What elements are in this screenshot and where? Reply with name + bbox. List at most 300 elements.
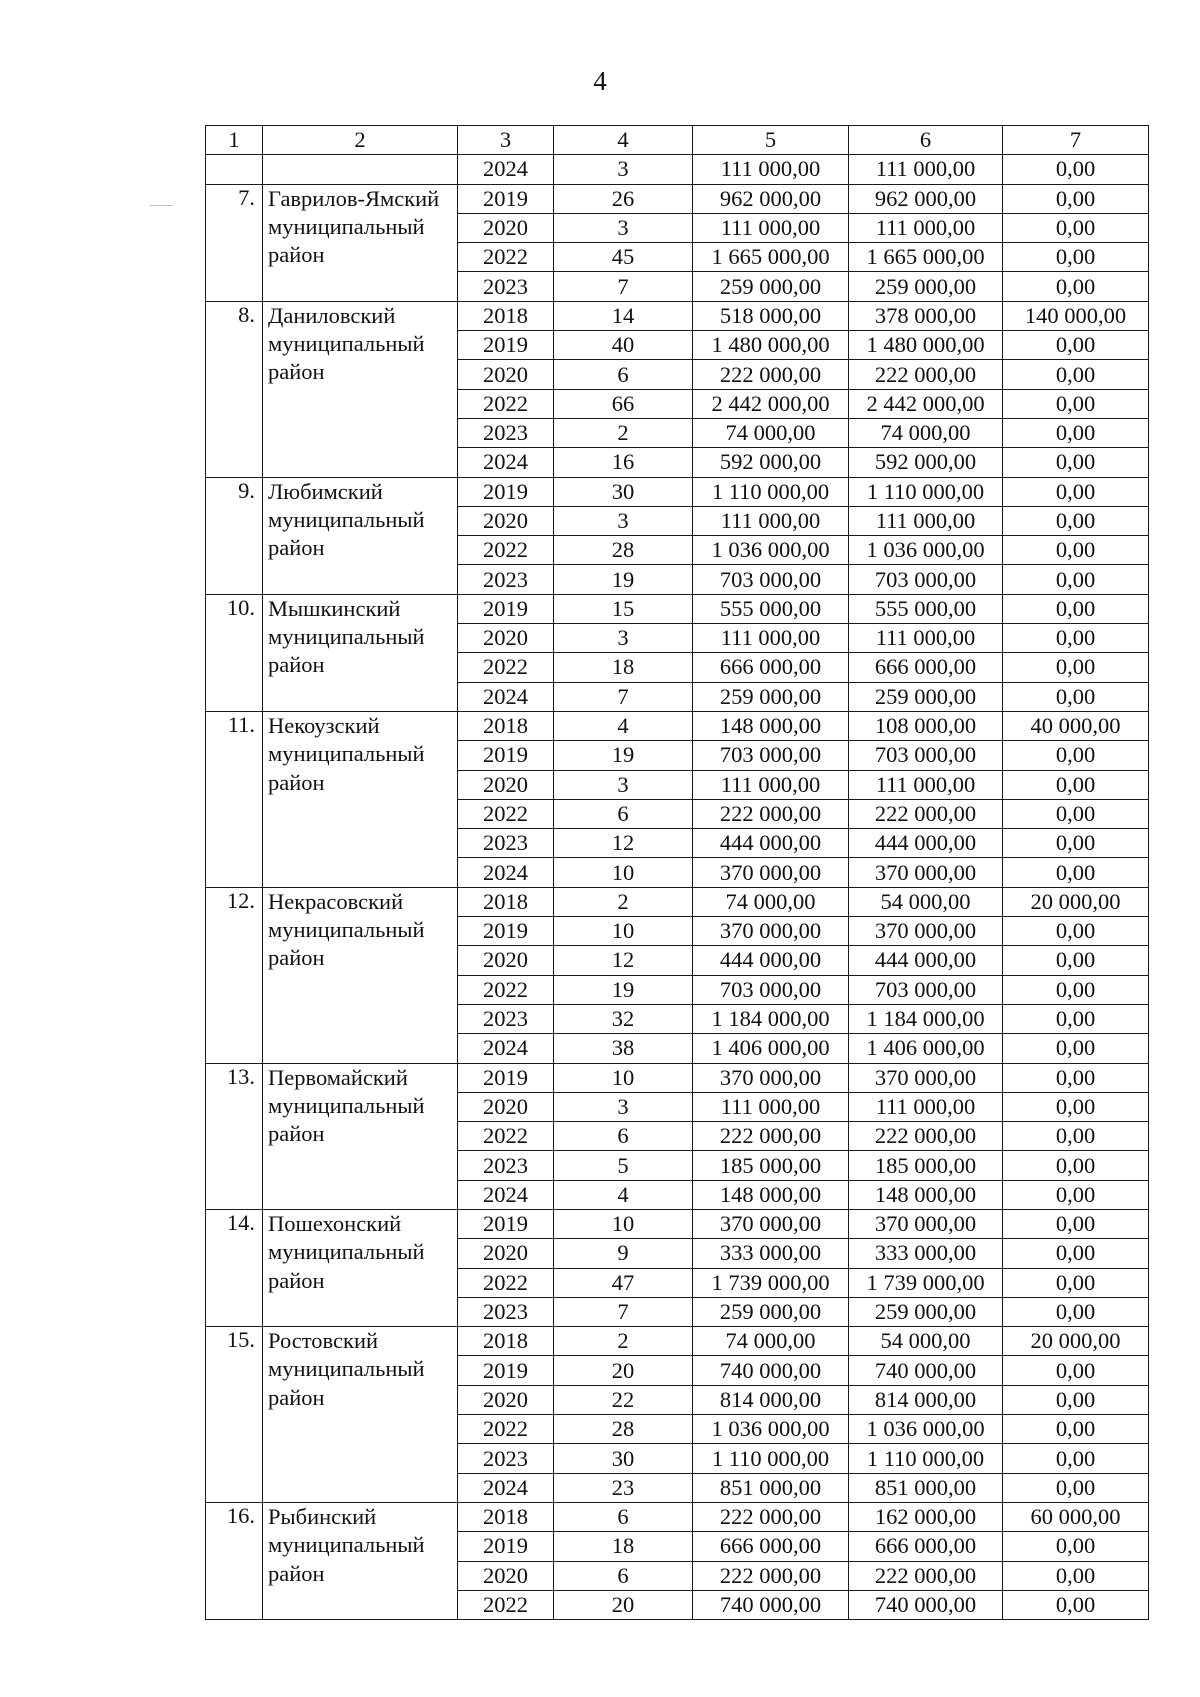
district-name-cell <box>263 1209 458 1326</box>
total-amount-cell: 740 000,00 <box>693 1356 849 1385</box>
row-number-cell: 14. <box>206 1209 263 1326</box>
count-cell: 15 <box>554 594 693 623</box>
district-name-cell <box>263 155 458 184</box>
count-cell: 47 <box>554 1268 693 1297</box>
count-cell: 3 <box>554 506 693 535</box>
district-name-line: Мышкинский <box>268 595 401 621</box>
other-amount-cell: 0,00 <box>1003 917 1149 946</box>
total-amount-cell: 444 000,00 <box>693 946 849 975</box>
count-cell: 26 <box>554 184 693 213</box>
regional-amount-cell: 1 036 000,00 <box>849 536 1003 565</box>
total-amount-cell: 74 000,00 <box>693 418 849 447</box>
total-amount-cell: 148 000,00 <box>693 711 849 740</box>
regional-amount-cell: 592 000,00 <box>849 448 1003 477</box>
column-number-4: 4 <box>554 126 693 155</box>
year-cell: 2022 <box>458 243 554 272</box>
total-amount-cell: 703 000,00 <box>693 741 849 770</box>
total-amount-cell: 962 000,00 <box>693 184 849 213</box>
year-cell: 2022 <box>458 1415 554 1444</box>
district-name-line: муниципальный <box>268 1239 425 1265</box>
total-amount-cell: 222 000,00 <box>693 799 849 828</box>
table-row <box>206 184 1149 213</box>
column-number-3: 3 <box>458 126 554 155</box>
other-amount-cell: 0,00 <box>1003 1063 1149 1092</box>
year-cell: 2023 <box>458 1151 554 1180</box>
regional-amount-cell: 1 406 000,00 <box>849 1034 1003 1063</box>
total-amount-cell: 111 000,00 <box>693 770 849 799</box>
column-number-5: 5 <box>693 126 849 155</box>
year-cell: 2024 <box>458 155 554 184</box>
other-amount-cell: 0,00 <box>1003 243 1149 272</box>
regional-amount-cell: 1 110 000,00 <box>849 477 1003 506</box>
year-cell: 2024 <box>458 1034 554 1063</box>
total-amount-cell: 111 000,00 <box>693 155 849 184</box>
count-cell: 38 <box>554 1034 693 1063</box>
other-amount-cell: 0,00 <box>1003 975 1149 1004</box>
district-name-line: район <box>268 945 325 971</box>
year-cell: 2020 <box>458 213 554 242</box>
district-name-line: муниципальный <box>268 1092 425 1118</box>
total-amount-cell: 222 000,00 <box>693 360 849 389</box>
district-name-line: муниципальный <box>268 331 425 357</box>
table-row <box>206 887 1149 916</box>
regional-amount-cell: 259 000,00 <box>849 682 1003 711</box>
total-amount-cell: 185 000,00 <box>693 1151 849 1180</box>
total-amount-cell: 111 000,00 <box>693 624 849 653</box>
year-cell: 2019 <box>458 184 554 213</box>
year-cell: 2023 <box>458 418 554 447</box>
other-amount-cell: 0,00 <box>1003 1122 1149 1151</box>
total-amount-cell: 666 000,00 <box>693 653 849 682</box>
other-amount-cell: 0,00 <box>1003 389 1149 418</box>
district-name-line: район <box>268 652 325 678</box>
total-amount-cell: 111 000,00 <box>693 213 849 242</box>
total-amount-cell: 1 110 000,00 <box>693 477 849 506</box>
year-cell: 2018 <box>458 301 554 330</box>
total-amount-cell: 444 000,00 <box>693 829 849 858</box>
year-cell: 2024 <box>458 1473 554 1502</box>
regional-amount-cell: 703 000,00 <box>849 565 1003 594</box>
count-cell: 6 <box>554 799 693 828</box>
count-cell: 16 <box>554 448 693 477</box>
district-name-cell <box>263 887 458 1063</box>
regional-amount-cell: 444 000,00 <box>849 946 1003 975</box>
year-cell: 2023 <box>458 1004 554 1033</box>
regional-amount-cell: 962 000,00 <box>849 184 1003 213</box>
year-cell: 2020 <box>458 1092 554 1121</box>
year-cell: 2020 <box>458 360 554 389</box>
district-name-cell <box>263 301 458 477</box>
regional-amount-cell: 1 665 000,00 <box>849 243 1003 272</box>
column-number-2: 2 <box>263 126 458 155</box>
row-number-cell: 13. <box>206 1063 263 1209</box>
district-name-line: Гаврилов-Ямский <box>268 185 440 211</box>
count-cell: 19 <box>554 741 693 770</box>
year-cell: 2023 <box>458 1444 554 1473</box>
table-row <box>206 155 1149 184</box>
count-cell: 18 <box>554 1532 693 1561</box>
year-cell: 2023 <box>458 829 554 858</box>
district-name-line: район <box>268 535 325 561</box>
year-cell: 2020 <box>458 770 554 799</box>
regional-amount-cell: 1 036 000,00 <box>849 1415 1003 1444</box>
count-cell: 6 <box>554 1502 693 1531</box>
total-amount-cell: 370 000,00 <box>693 917 849 946</box>
year-cell: 2020 <box>458 946 554 975</box>
total-amount-cell: 1 184 000,00 <box>693 1004 849 1033</box>
count-cell: 23 <box>554 1473 693 1502</box>
regional-amount-cell: 740 000,00 <box>849 1356 1003 1385</box>
regional-amount-cell: 1 110 000,00 <box>849 1444 1003 1473</box>
count-cell: 3 <box>554 155 693 184</box>
page-number: 4 <box>593 66 607 96</box>
regional-amount-cell: 148 000,00 <box>849 1180 1003 1209</box>
total-amount-cell: 222 000,00 <box>693 1561 849 1590</box>
regional-amount-cell: 370 000,00 <box>849 1209 1003 1238</box>
regional-amount-cell: 111 000,00 <box>849 624 1003 653</box>
count-cell: 6 <box>554 1561 693 1590</box>
year-cell: 2023 <box>458 272 554 301</box>
other-amount-cell: 0,00 <box>1003 858 1149 887</box>
regional-amount-cell: 74 000,00 <box>849 418 1003 447</box>
total-amount-cell: 1 110 000,00 <box>693 1444 849 1473</box>
total-amount-cell: 1 036 000,00 <box>693 536 849 565</box>
district-name-line: район <box>268 1267 325 1293</box>
year-cell: 2019 <box>458 477 554 506</box>
regional-amount-cell: 54 000,00 <box>849 1327 1003 1356</box>
count-cell: 3 <box>554 1092 693 1121</box>
regional-amount-cell: 111 000,00 <box>849 1092 1003 1121</box>
total-amount-cell: 111 000,00 <box>693 1092 849 1121</box>
district-name-cell <box>263 1502 458 1619</box>
year-cell: 2022 <box>458 653 554 682</box>
count-cell: 12 <box>554 946 693 975</box>
year-cell: 2020 <box>458 624 554 653</box>
total-amount-cell: 592 000,00 <box>693 448 849 477</box>
other-amount-cell: 0,00 <box>1003 1297 1149 1326</box>
other-amount-cell: 0,00 <box>1003 946 1149 975</box>
count-cell: 6 <box>554 1122 693 1151</box>
total-amount-cell: 555 000,00 <box>693 594 849 623</box>
total-amount-cell: 2 442 000,00 <box>693 389 849 418</box>
other-amount-cell: 0,00 <box>1003 418 1149 447</box>
district-funding-table <box>205 125 1149 1620</box>
other-amount-cell: 0,00 <box>1003 506 1149 535</box>
table-row <box>206 477 1149 506</box>
total-amount-cell: 703 000,00 <box>693 975 849 1004</box>
year-cell: 2022 <box>458 1590 554 1619</box>
regional-amount-cell: 259 000,00 <box>849 272 1003 301</box>
row-number-cell <box>206 155 263 184</box>
regional-amount-cell: 111 000,00 <box>849 506 1003 535</box>
count-cell: 14 <box>554 301 693 330</box>
regional-amount-cell: 222 000,00 <box>849 799 1003 828</box>
row-number-cell: 8. <box>206 301 263 477</box>
year-cell: 2019 <box>458 331 554 360</box>
district-name-line: район <box>268 1384 325 1410</box>
total-amount-cell: 814 000,00 <box>693 1385 849 1414</box>
regional-amount-cell: 111 000,00 <box>849 770 1003 799</box>
other-amount-cell: 0,00 <box>1003 360 1149 389</box>
year-cell: 2023 <box>458 565 554 594</box>
regional-amount-cell: 1 480 000,00 <box>849 331 1003 360</box>
regional-amount-cell: 54 000,00 <box>849 887 1003 916</box>
count-cell: 28 <box>554 536 693 565</box>
regional-amount-cell: 111 000,00 <box>849 213 1003 242</box>
other-amount-cell: 0,00 <box>1003 799 1149 828</box>
other-amount-cell: 40 000,00 <box>1003 711 1149 740</box>
district-name-line: муниципальный <box>268 213 425 239</box>
table-row <box>206 1209 1149 1238</box>
count-cell: 7 <box>554 682 693 711</box>
count-cell: 10 <box>554 858 693 887</box>
count-cell: 3 <box>554 624 693 653</box>
year-cell: 2018 <box>458 1327 554 1356</box>
regional-amount-cell: 2 442 000,00 <box>849 389 1003 418</box>
other-amount-cell: 0,00 <box>1003 1092 1149 1121</box>
total-amount-cell: 740 000,00 <box>693 1590 849 1619</box>
regional-amount-cell: 370 000,00 <box>849 1063 1003 1092</box>
total-amount-cell: 259 000,00 <box>693 1297 849 1326</box>
count-cell: 45 <box>554 243 693 272</box>
other-amount-cell: 0,00 <box>1003 1151 1149 1180</box>
district-name-cell <box>263 477 458 594</box>
count-cell: 6 <box>554 360 693 389</box>
count-cell: 7 <box>554 1297 693 1326</box>
year-cell: 2022 <box>458 975 554 1004</box>
count-cell: 4 <box>554 1180 693 1209</box>
year-cell: 2022 <box>458 1122 554 1151</box>
year-cell: 2019 <box>458 1532 554 1561</box>
total-amount-cell: 111 000,00 <box>693 506 849 535</box>
year-cell: 2020 <box>458 1385 554 1414</box>
other-amount-cell: 0,00 <box>1003 1532 1149 1561</box>
regional-amount-cell: 555 000,00 <box>849 594 1003 623</box>
district-name-line: муниципальный <box>268 624 425 650</box>
year-cell: 2024 <box>458 858 554 887</box>
count-cell: 19 <box>554 975 693 1004</box>
district-name-cell <box>263 594 458 711</box>
other-amount-cell: 0,00 <box>1003 213 1149 242</box>
regional-amount-cell: 222 000,00 <box>849 1122 1003 1151</box>
count-cell: 30 <box>554 1444 693 1473</box>
district-name-line: муниципальный <box>268 1532 425 1558</box>
total-amount-cell: 222 000,00 <box>693 1502 849 1531</box>
column-number-1: 1 <box>206 126 263 155</box>
row-number-cell: 10. <box>206 594 263 711</box>
count-cell: 22 <box>554 1385 693 1414</box>
district-name-line: Ростовский <box>268 1328 379 1354</box>
district-name-line: район <box>268 242 325 268</box>
total-amount-cell: 370 000,00 <box>693 858 849 887</box>
count-cell: 3 <box>554 213 693 242</box>
other-amount-cell: 0,00 <box>1003 1239 1149 1268</box>
other-amount-cell: 20 000,00 <box>1003 1327 1149 1356</box>
count-cell: 2 <box>554 418 693 447</box>
year-cell: 2019 <box>458 1063 554 1092</box>
count-cell: 28 <box>554 1415 693 1444</box>
table-body <box>206 155 1149 1620</box>
other-amount-cell: 0,00 <box>1003 1034 1149 1063</box>
total-amount-cell: 1 480 000,00 <box>693 331 849 360</box>
column-number-row <box>206 126 1149 155</box>
count-cell: 10 <box>554 1063 693 1092</box>
year-cell: 2019 <box>458 1356 554 1385</box>
count-cell: 66 <box>554 389 693 418</box>
district-name-line: муниципальный <box>268 506 425 532</box>
count-cell: 3 <box>554 770 693 799</box>
table-row <box>206 301 1149 330</box>
count-cell: 12 <box>554 829 693 858</box>
year-cell: 2019 <box>458 1209 554 1238</box>
year-cell: 2022 <box>458 536 554 565</box>
other-amount-cell: 0,00 <box>1003 477 1149 506</box>
count-cell: 10 <box>554 917 693 946</box>
year-cell: 2022 <box>458 1268 554 1297</box>
district-name-line: Даниловский <box>268 302 396 328</box>
count-cell: 30 <box>554 477 693 506</box>
total-amount-cell: 666 000,00 <box>693 1532 849 1561</box>
count-cell: 32 <box>554 1004 693 1033</box>
count-cell: 9 <box>554 1239 693 1268</box>
regional-amount-cell: 111 000,00 <box>849 155 1003 184</box>
count-cell: 20 <box>554 1356 693 1385</box>
row-number-cell: 16. <box>206 1502 263 1619</box>
total-amount-cell: 1 406 000,00 <box>693 1034 849 1063</box>
other-amount-cell: 0,00 <box>1003 536 1149 565</box>
table-row <box>206 1063 1149 1092</box>
total-amount-cell: 370 000,00 <box>693 1063 849 1092</box>
total-amount-cell: 259 000,00 <box>693 682 849 711</box>
total-amount-cell: 222 000,00 <box>693 1122 849 1151</box>
row-number-cell: 11. <box>206 711 263 887</box>
year-cell: 2018 <box>458 1502 554 1531</box>
regional-amount-cell: 370 000,00 <box>849 858 1003 887</box>
other-amount-cell: 0,00 <box>1003 1180 1149 1209</box>
other-amount-cell: 0,00 <box>1003 331 1149 360</box>
table-row <box>206 594 1149 623</box>
district-name-line: район <box>268 359 325 385</box>
count-cell: 4 <box>554 711 693 740</box>
year-cell: 2019 <box>458 741 554 770</box>
year-cell: 2019 <box>458 917 554 946</box>
year-cell: 2022 <box>458 799 554 828</box>
other-amount-cell: 0,00 <box>1003 1385 1149 1414</box>
regional-amount-cell: 185 000,00 <box>849 1151 1003 1180</box>
other-amount-cell: 0,00 <box>1003 653 1149 682</box>
district-name-cell <box>263 1063 458 1209</box>
regional-amount-cell: 259 000,00 <box>849 1297 1003 1326</box>
regional-amount-cell: 666 000,00 <box>849 653 1003 682</box>
regional-amount-cell: 740 000,00 <box>849 1590 1003 1619</box>
district-name-cell <box>263 1327 458 1503</box>
district-name-line: Рыбинский <box>268 1503 377 1529</box>
district-name-line: Некоузский <box>268 712 380 738</box>
row-number-cell: 15. <box>206 1327 263 1503</box>
year-cell: 2020 <box>458 1561 554 1590</box>
year-cell: 2019 <box>458 594 554 623</box>
regional-amount-cell: 1 739 000,00 <box>849 1268 1003 1297</box>
other-amount-cell: 0,00 <box>1003 1004 1149 1033</box>
other-amount-cell: 0,00 <box>1003 1444 1149 1473</box>
district-name-line: Некрасовский <box>268 888 404 914</box>
district-name-cell <box>263 184 458 301</box>
total-amount-cell: 74 000,00 <box>693 1327 849 1356</box>
district-name-line: муниципальный <box>268 1356 425 1382</box>
table-row <box>206 711 1149 740</box>
year-cell: 2024 <box>458 682 554 711</box>
count-cell: 18 <box>554 653 693 682</box>
district-name-cell <box>263 711 458 887</box>
other-amount-cell: 0,00 <box>1003 272 1149 301</box>
total-amount-cell: 703 000,00 <box>693 565 849 594</box>
total-amount-cell: 851 000,00 <box>693 1473 849 1502</box>
other-amount-cell: 0,00 <box>1003 1356 1149 1385</box>
total-amount-cell: 259 000,00 <box>693 272 849 301</box>
regional-amount-cell: 1 184 000,00 <box>849 1004 1003 1033</box>
regional-amount-cell: 703 000,00 <box>849 741 1003 770</box>
other-amount-cell: 0,00 <box>1003 741 1149 770</box>
total-amount-cell: 333 000,00 <box>693 1239 849 1268</box>
regional-amount-cell: 333 000,00 <box>849 1239 1003 1268</box>
year-cell: 2022 <box>458 389 554 418</box>
other-amount-cell: 0,00 <box>1003 829 1149 858</box>
total-amount-cell: 1 036 000,00 <box>693 1415 849 1444</box>
total-amount-cell: 370 000,00 <box>693 1209 849 1238</box>
table-row <box>206 1327 1149 1356</box>
year-cell: 2024 <box>458 1180 554 1209</box>
other-amount-cell: 60 000,00 <box>1003 1502 1149 1531</box>
year-cell: 2018 <box>458 711 554 740</box>
row-number-cell: 12. <box>206 887 263 1063</box>
regional-amount-cell: 814 000,00 <box>849 1385 1003 1414</box>
district-name-line: Первомайский <box>268 1064 408 1090</box>
district-name-line: Пошехонский <box>268 1210 402 1236</box>
district-name-line: муниципальный <box>268 917 425 943</box>
other-amount-cell: 0,00 <box>1003 1415 1149 1444</box>
other-amount-cell: 0,00 <box>1003 1268 1149 1297</box>
year-cell: 2024 <box>458 448 554 477</box>
regional-amount-cell: 222 000,00 <box>849 360 1003 389</box>
total-amount-cell: 74 000,00 <box>693 887 849 916</box>
count-cell: 10 <box>554 1209 693 1238</box>
regional-amount-cell: 851 000,00 <box>849 1473 1003 1502</box>
column-number-6: 6 <box>849 126 1003 155</box>
count-cell: 2 <box>554 887 693 916</box>
regional-amount-cell: 378 000,00 <box>849 301 1003 330</box>
row-number-cell: 7. <box>206 184 263 301</box>
count-cell: 40 <box>554 331 693 360</box>
count-cell: 20 <box>554 1590 693 1619</box>
table-row <box>206 1502 1149 1531</box>
year-cell: 2018 <box>458 887 554 916</box>
count-cell: 7 <box>554 272 693 301</box>
other-amount-cell: 140 000,00 <box>1003 301 1149 330</box>
count-cell: 5 <box>554 1151 693 1180</box>
other-amount-cell: 0,00 <box>1003 448 1149 477</box>
other-amount-cell: 0,00 <box>1003 624 1149 653</box>
other-amount-cell: 0,00 <box>1003 184 1149 213</box>
other-amount-cell: 0,00 <box>1003 770 1149 799</box>
regional-amount-cell: 222 000,00 <box>849 1561 1003 1590</box>
other-amount-cell: 0,00 <box>1003 155 1149 184</box>
regional-amount-cell: 162 000,00 <box>849 1502 1003 1531</box>
count-cell: 2 <box>554 1327 693 1356</box>
regional-amount-cell: 370 000,00 <box>849 917 1003 946</box>
year-cell: 2023 <box>458 1297 554 1326</box>
other-amount-cell: 0,00 <box>1003 1473 1149 1502</box>
district-name-line: район <box>268 769 325 795</box>
